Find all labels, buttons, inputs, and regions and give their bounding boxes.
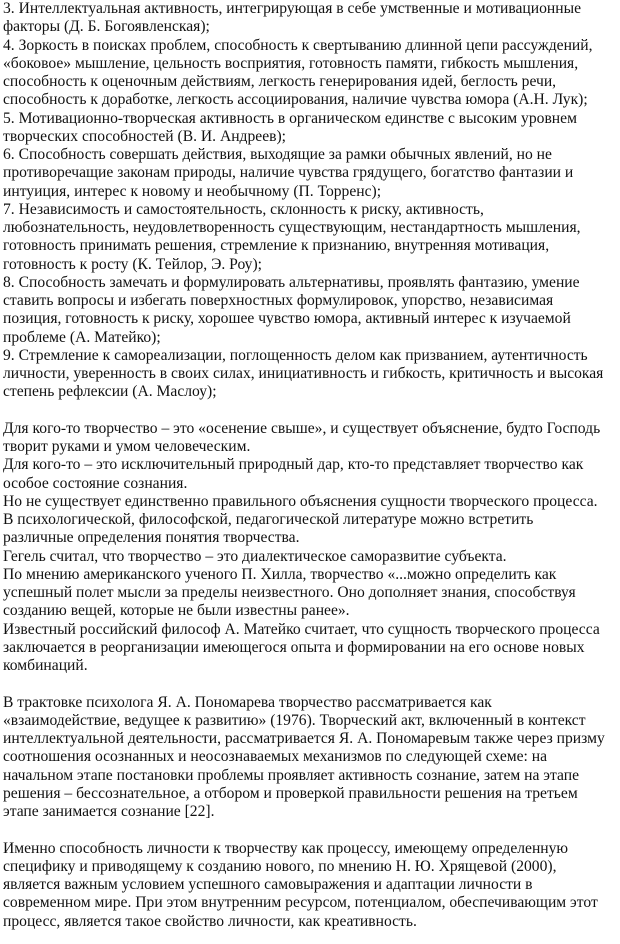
text-line: творческих способностей (В. И. Андреев);	[3, 127, 287, 145]
text-line: соотношения осознанных и неосознаваемых механизмов по следующей схеме: на	[3, 748, 548, 766]
document-page	[3, 0, 617, 931]
text-line: В трактовке психолога Я. А. Пономарева творчество рассматривается как	[3, 693, 492, 711]
text-line: современном мире. При этом внутренним ресурсом, потенциалом, обеспечивающим этот	[3, 894, 598, 912]
text-line: решения – бессознательное, а отбором и проверкой правильности решения на третьем	[3, 784, 578, 802]
list-item	[3, 110, 617, 147]
text-line: интеллектуальной деятельности, рассматривается Я. А. Пономаревым также через призму	[3, 730, 605, 747]
text-line: 9. Стремление к самореализации, поглощенность делом как призванием, аутентичность	[3, 346, 588, 364]
list-item	[3, 146, 617, 201]
text-line: ставить вопросы и избегать поверхностных формулировок, упорство, независимая	[3, 292, 554, 309]
list-item	[3, 201, 617, 274]
text-line: процесс, является такое свойство личности, как креативность.	[3, 912, 417, 930]
list-item	[3, 0, 617, 37]
text-line: 8. Способность замечать и формулировать альтернативы, проявлять фантазию, умение	[3, 273, 580, 291]
text-line: 6. Способность совершать действия, выходящие за рамки обычных явлений, но не	[3, 146, 552, 163]
paragraph-gap	[3, 821, 617, 839]
text-line: «взаимодействие, ведущее к развитию» (1976). Творческий акт, включенный в контекст	[3, 711, 586, 729]
text-line: комбинаций.	[3, 657, 88, 674]
text-line: готовность к росту (К. Тейлор, Э. Роу);	[3, 255, 262, 273]
text-line: творит руками и умом человеческим.	[3, 438, 251, 455]
text-line: готовность принимать решения, стремление к признанию, внутренняя мотивация,	[3, 237, 550, 255]
text-line: интуиция, интерес к новому и необычному (П. Торренс);	[3, 182, 382, 200]
text-line: Гегель считал, что творчество – это диалектическое саморазвитие субъекта.	[3, 547, 507, 565]
text-line: противоречащие законам природы, наличие чувства грядущего, богатство фантазии и	[3, 164, 574, 182]
text-line: способность к оценочным действиям, легкость генерирования идей, беглость речи,	[3, 73, 557, 90]
text-line: особое состояние сознания.	[3, 474, 188, 492]
text-line: По мнению американского ученого П. Хилла, творчество «...можно определить как	[3, 565, 557, 583]
list-item	[3, 274, 617, 347]
paragraph-gap	[3, 675, 617, 693]
text-line: Именно способность личности к творчеству как процессу, имеющему определенную	[3, 839, 569, 857]
text-line: проблеме (А. Матейко);	[3, 328, 161, 346]
text-line: заключается в реорганизации имеющегося опыта и формировании на его основе новых	[3, 638, 585, 656]
text-line: созданию вещей, которые не были известны ранее».	[3, 602, 350, 620]
text-line: 5. Мотивационно-творческая активность в органическом единстве с высоким уровнем	[3, 109, 577, 127]
text-line: Но не существует единственно правильного объяснения сущности творческого процесса.	[3, 492, 598, 510]
paragraph-gap	[3, 402, 617, 420]
text-line: «боковое» мышление, цельность восприятия, готовность памяти, гибкость мышления,	[3, 54, 579, 72]
text-line: степень рефлексии (А. Маслоу);	[3, 383, 217, 401]
paragraph-block	[3, 694, 617, 822]
text-line: позиция, готовность к риску, хорошее чувство юмора, активный интерес к изучаемой	[3, 310, 571, 328]
text-line: 3. Интеллектуальная активность, интегрирующая в себе умственные и мотивационные	[3, 0, 582, 17]
text-line: способность к доработке, легкость ассоциирования, наличие чувства юмора (А.Н. Лук);	[3, 91, 588, 109]
text-line: 7. Независимость и самостоятельность, склонность к риску, активность,	[3, 200, 484, 218]
text-line: специфику и приводящему к созданию нового, по мнению Н. Ю. Хрящевой (2000),	[3, 857, 557, 875]
paragraph-block	[3, 840, 617, 931]
paragraph-block	[3, 420, 617, 676]
text-line: Известный российский философ А. Матейко считает, что сущность творческого процесса	[3, 620, 600, 638]
text-line: этапе занимается сознание [22].	[3, 803, 215, 820]
text-line: Для кого-то – это исключительный природный дар, кто-то представляет творчество как	[3, 456, 584, 474]
text-line: 4. Зоркость в поисках проблем, способность к свертыванию длинной цепи рассуждений,	[3, 36, 593, 54]
text-line: В психологической, философской, педагогической литературе можно встретить	[3, 511, 534, 528]
text-line: является важным условием успешного самовыражения и адаптации личности в	[3, 876, 533, 893]
text-line: личности, уверенность в своих силах, инициативность и гибкость, критичность и высокая	[3, 365, 604, 382]
text-line: успешный полет мысли за пределы неизвестного. Оно дополняет знания, способствуя	[3, 584, 576, 601]
text-line: начальном этапе постановки проблемы проявляет активность сознание, затем на этапе	[3, 766, 579, 784]
text-line: Для кого-то творчество – это «осенение свыше», и существует объяснение, будто Господь	[3, 419, 601, 437]
list-item	[3, 347, 617, 402]
text-line: различные определения понятия творчества.	[3, 529, 300, 547]
list-item	[3, 37, 617, 110]
text-line: факторы (Д. Б. Богоявленская);	[3, 18, 210, 36]
text-line: любознательность, неудовлетворенность существующим, нестандартность мышления,	[3, 219, 581, 236]
